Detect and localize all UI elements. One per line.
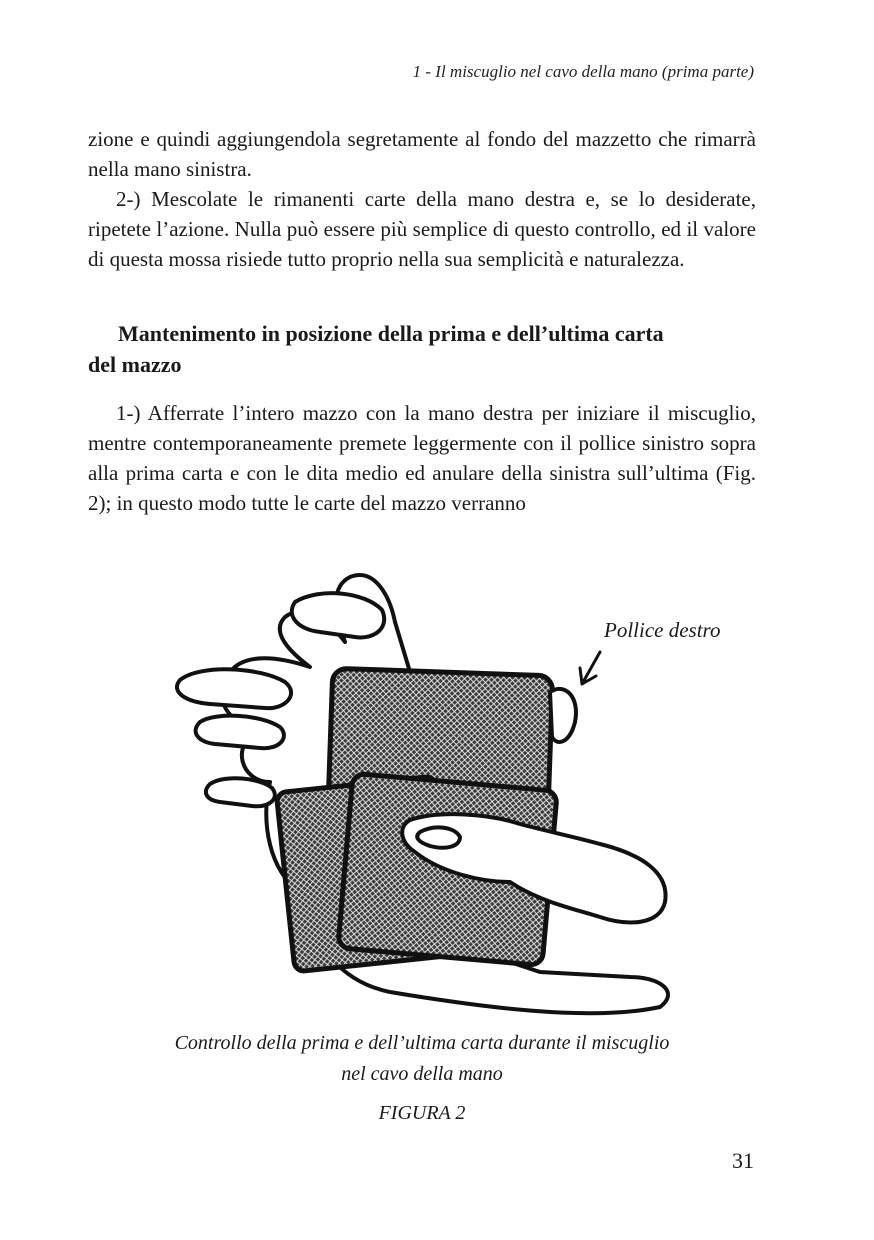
left-finger-ring bbox=[196, 716, 284, 749]
paragraph-continuation: zione e quindi aggiungendola segretamente al fondo del mazzetto che rimarrà nella mano sinistra. bbox=[88, 127, 756, 181]
paragraph-step-1: 1-) Afferrate l’intero mazzo con la mano destra per iniziare il miscuglio, mentre contemporaneamente premete leggermente con il pollice sinistro sopra alla prima carta e con le dita medio ed anulare della sinistra sull’ultima (Fig. 2); in questo modo tutte le carte del mazzo verranno bbox=[88, 401, 756, 515]
page-number: 31 bbox=[732, 1148, 754, 1173]
figure-caption-line-1: Controllo della prima e dell’ultima carta durante il miscuglio bbox=[174, 1032, 670, 1054]
figure-number: FIGURA 2 bbox=[378, 1102, 466, 1124]
left-finger-middle bbox=[177, 669, 291, 708]
figure-caption-line-2: nel cavo della mano bbox=[341, 1063, 503, 1085]
body-text-bottom bbox=[88, 398, 756, 518]
left-finger-pinky bbox=[206, 778, 275, 806]
right-thumb-tip bbox=[550, 689, 576, 742]
figure-label: Pollice destro bbox=[604, 618, 721, 642]
paragraph-step-2: 2-) Mescolate le rimanenti carte della mano destra e, se lo desiderate, ripetete l’azione. Nulla può essere più semplice di questo controllo, ed il valore di questa mossa risiede tutto proprio nella sua semplicità e naturalezza. bbox=[88, 187, 756, 271]
figure-caption bbox=[100, 1028, 744, 1090]
body-text-top bbox=[88, 124, 756, 274]
section-heading-line-2: del mazzo bbox=[88, 352, 182, 377]
running-header: 1 - Il miscuglio nel cavo della mano (prima parte) bbox=[412, 62, 754, 81]
arrow-icon bbox=[580, 652, 600, 684]
section-heading-line-1: Mantenimento in posizione della prima e dell’ultima carta bbox=[118, 321, 664, 346]
section-heading bbox=[88, 318, 756, 380]
right-thumb-nail bbox=[417, 827, 460, 847]
